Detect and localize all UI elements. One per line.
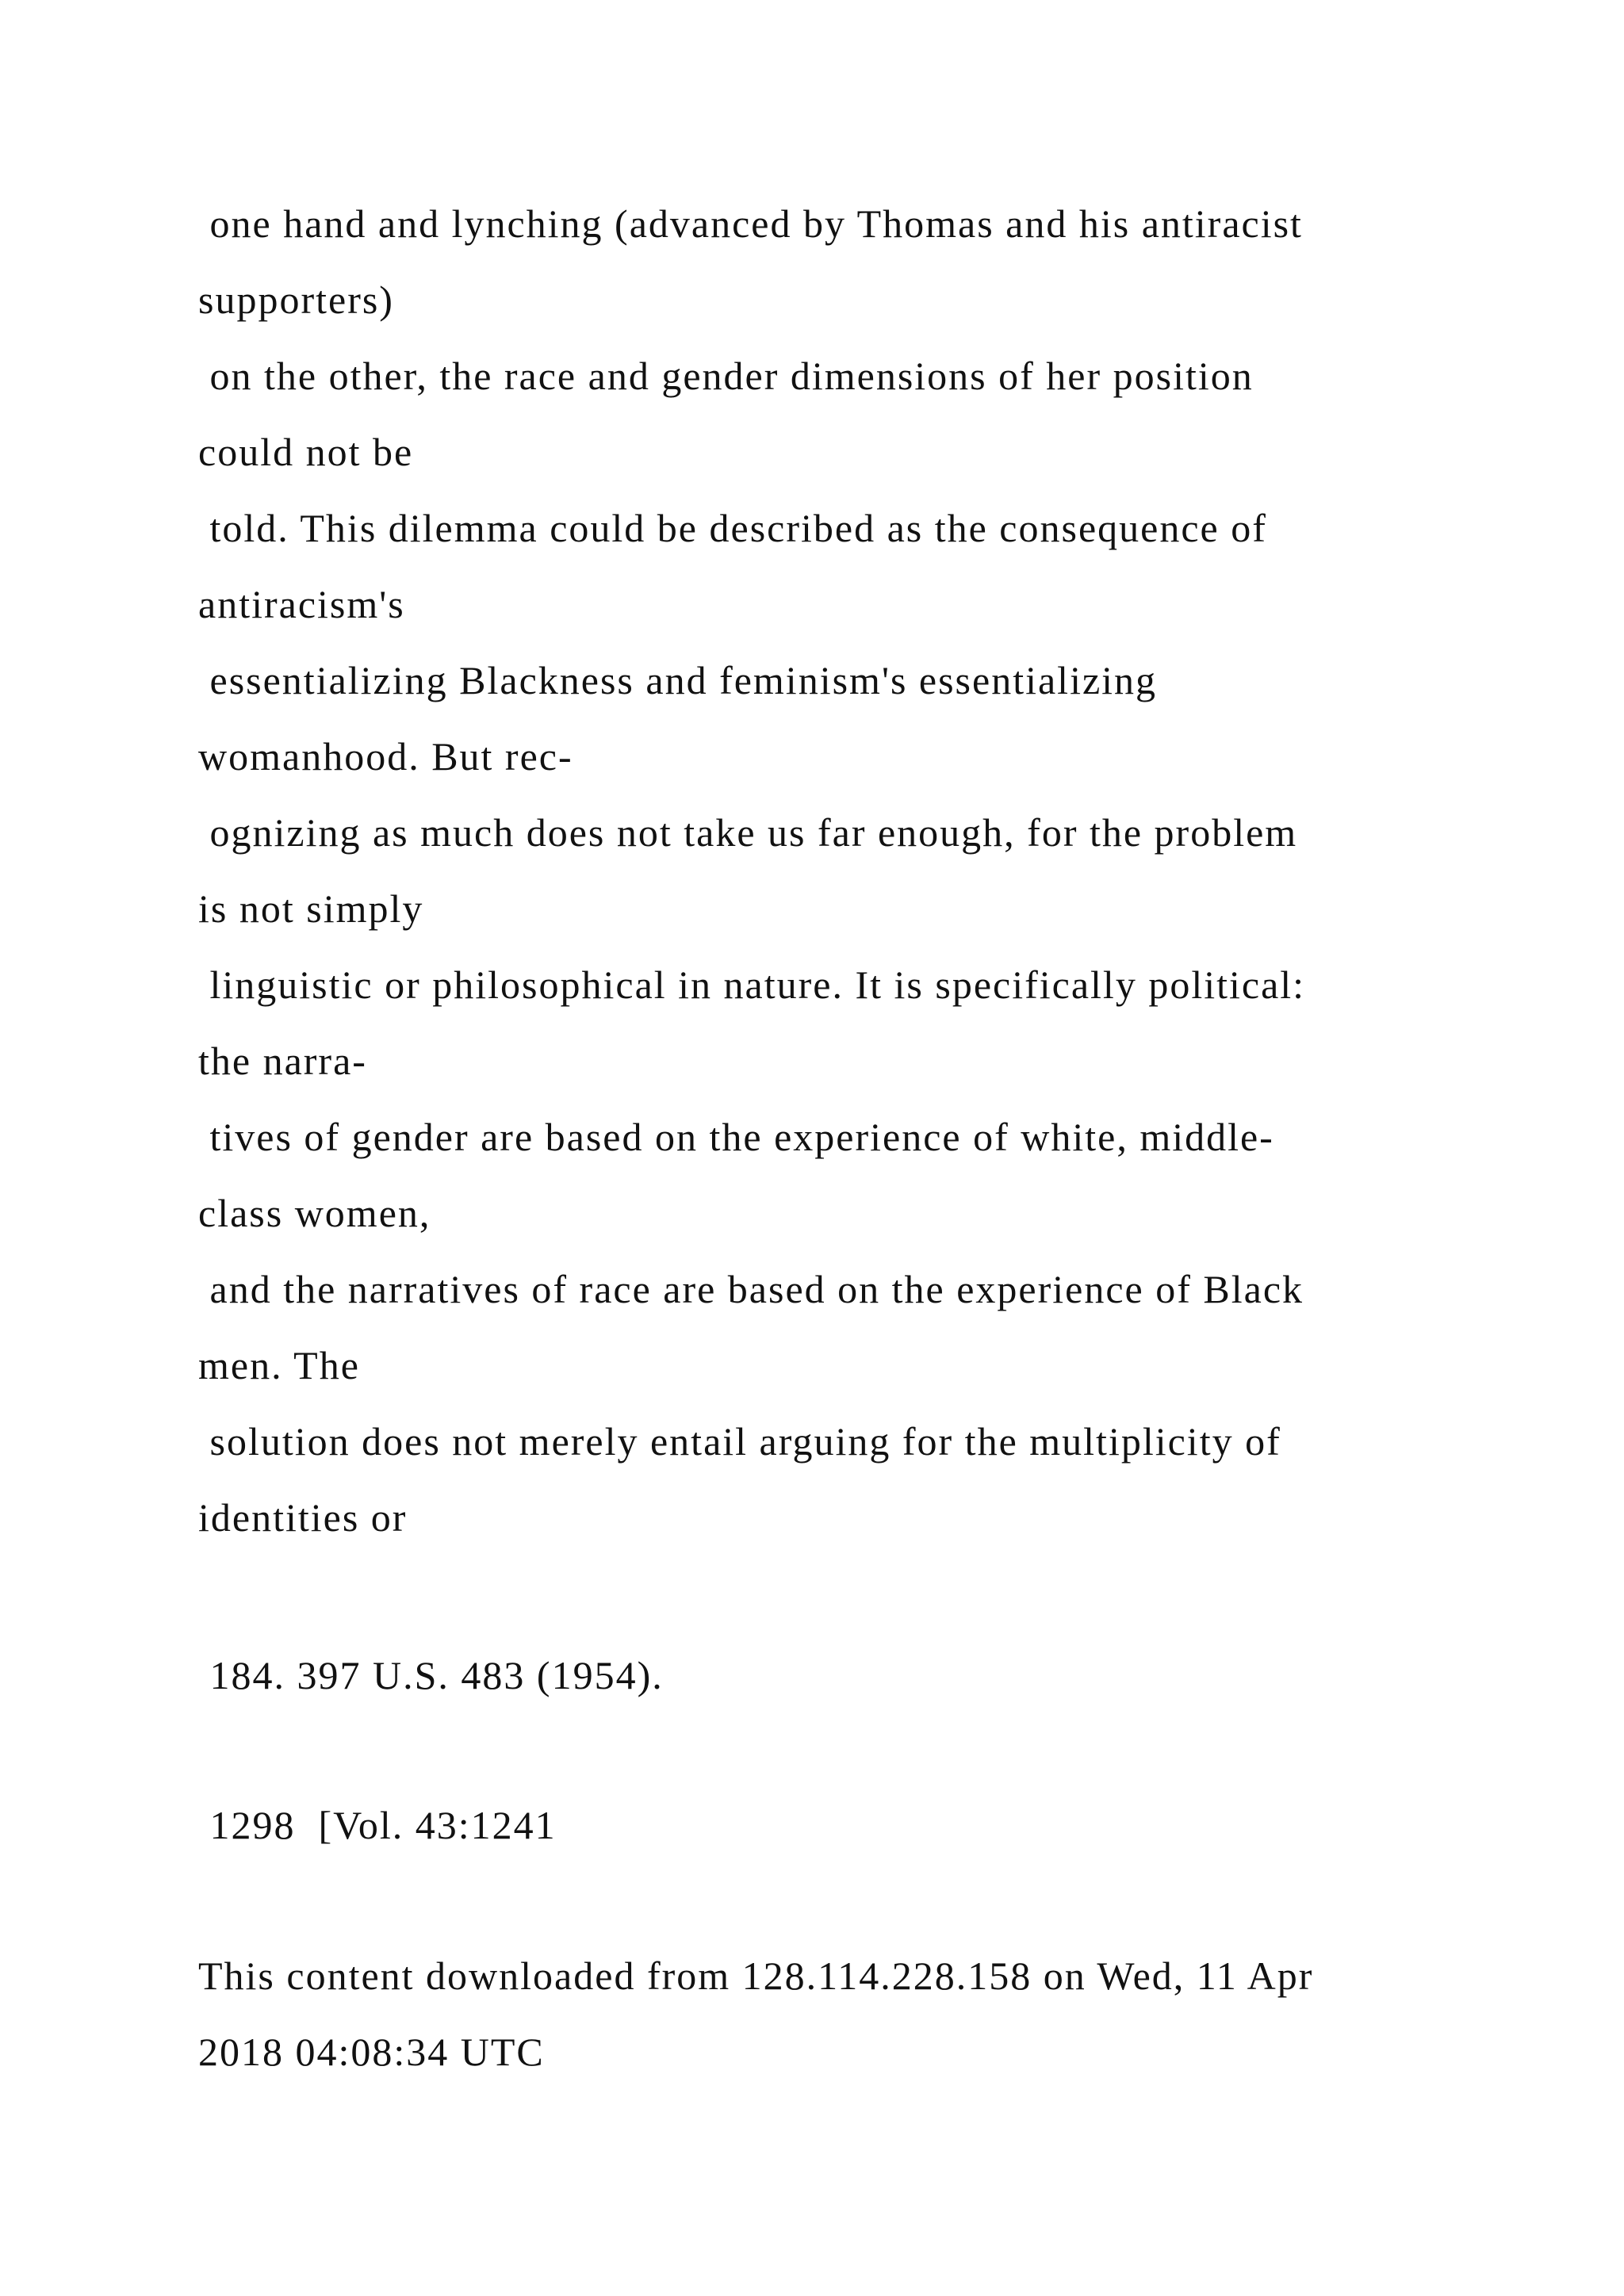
body-line: essentializing Blackness and feminism's essentializing <box>198 658 1158 702</box>
download-notice-line: This content downloaded from 128.114.228.158 on Wed, 11 Apr <box>198 1954 1314 1998</box>
body-line: linguistic or philosophical in nature. It is specifically political: <box>198 962 1306 1007</box>
body-line: on the other, the race and gender dimensions of her position <box>198 354 1254 398</box>
body-line: solution does not merely entail arguing for the multiplicity of <box>198 1419 1281 1464</box>
body-line: men. The <box>198 1343 360 1387</box>
body-line: antiracism's <box>198 582 405 626</box>
page-header: 1298 [Vol. 43:1241 <box>198 1803 557 1847</box>
body-line: tives of gender are based on the experience of white, middle- <box>198 1115 1274 1159</box>
body-line: class women, <box>198 1191 431 1235</box>
body-line: and the narratives of race are based on the experience of Black <box>198 1267 1304 1311</box>
body-line: could not be <box>198 430 414 474</box>
body-line: ognizing as much does not take us far enough, for the problem <box>198 810 1298 855</box>
body-line: supporters) <box>198 277 394 322</box>
body-line: is not simply <box>198 886 424 931</box>
body-line: the narra- <box>198 1039 367 1083</box>
body-line: womanhood. But rec- <box>198 734 573 779</box>
footnote: 184. 397 U.S. 483 (1954). <box>198 1653 664 1697</box>
body-line: identities or <box>198 1495 408 1540</box>
body-line: told. This dilemma could be described as the consequence of <box>198 506 1267 550</box>
download-notice-line: 2018 04:08:34 UTC <box>198 2030 545 2074</box>
body-line: one hand and lynching (advanced by Thomas and his antiracist <box>198 201 1303 246</box>
